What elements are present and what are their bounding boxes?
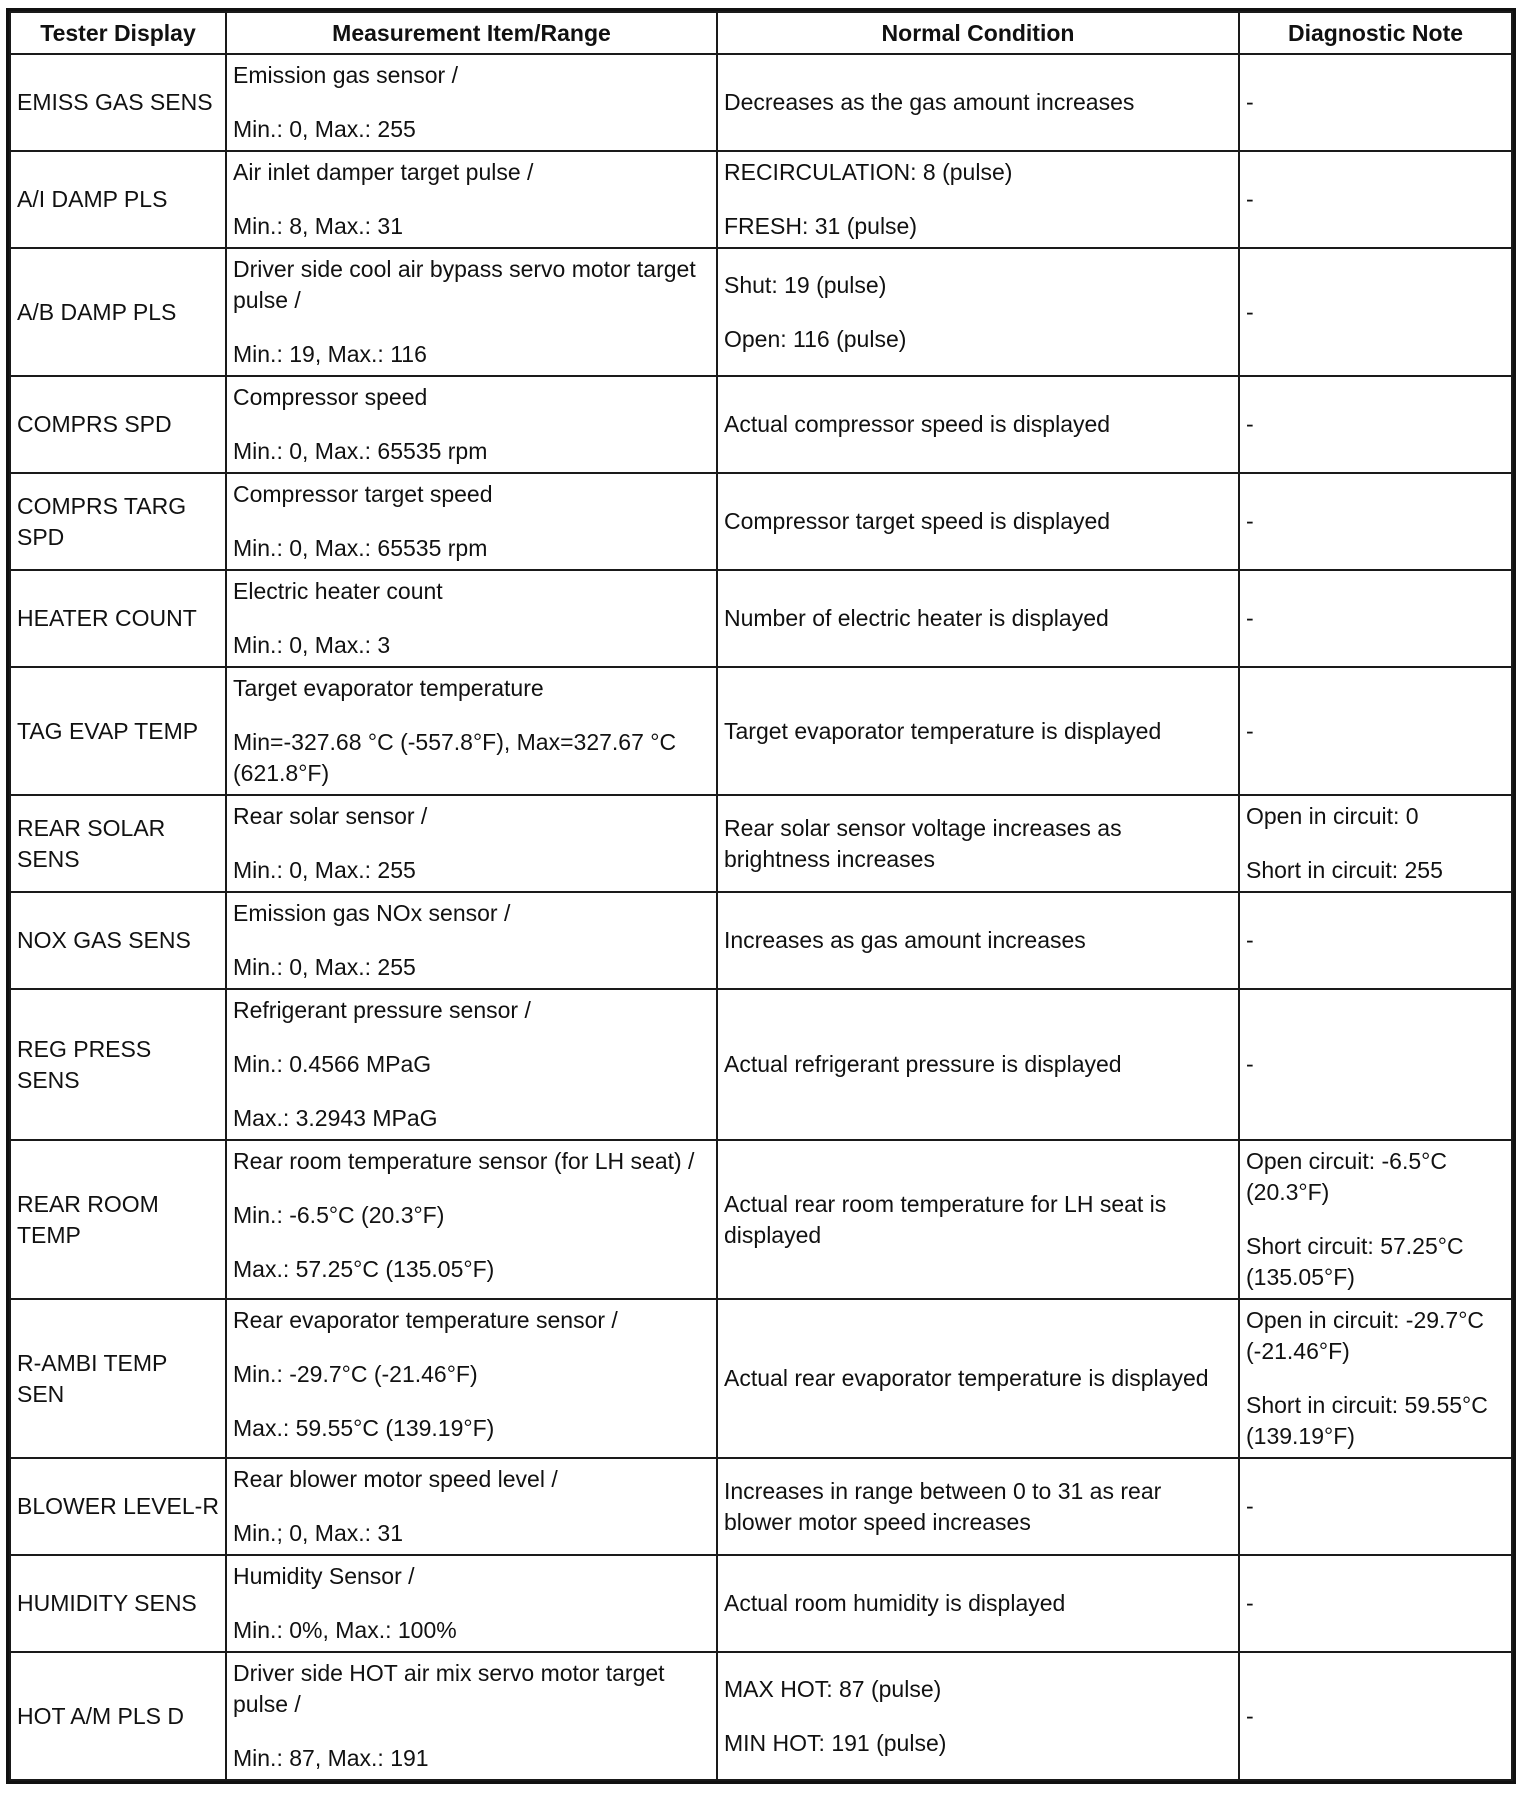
normal-condition-cell-line: Increases as gas amount increases — [724, 927, 1086, 953]
table-row — [10, 248, 1512, 376]
normal-condition-cell-line: Actual rear evaporator temperature is displayed — [724, 1365, 1209, 1391]
diagnostic-note-cell-line: - — [1246, 1702, 1254, 1729]
normal-condition-cell — [717, 989, 1239, 1140]
table-row — [10, 1299, 1512, 1458]
measurement-item-cell-line: Max.: 57.25°C (135.05°F) — [233, 1256, 495, 1282]
measurement-item-cell-line: Compressor speed — [233, 384, 428, 410]
table-row — [10, 570, 1512, 667]
normal-condition-cell-line: Actual rear room temperature for LH seat is displayed — [724, 1190, 1167, 1248]
measurement-item-cell-line: Min.: 0, Max.: 255 — [233, 954, 416, 980]
tester-display-cell: REG PRESS SENS — [10, 989, 226, 1140]
diagnostic-note-cell-line: Open in circuit: 0 — [1246, 803, 1419, 829]
header-row — [10, 12, 1512, 54]
measurement-item-cell-line: Rear room temperature sensor (for LH seat) / — [233, 1148, 695, 1174]
measurement-item-cell-line: Electric heater count — [233, 578, 443, 604]
table-row — [10, 473, 1512, 570]
tester-display-cell: COMPRS SPD — [10, 376, 226, 473]
header-diagnostic-note: Diagnostic Note — [1239, 12, 1512, 54]
measurement-item-cell-line: Air inlet damper target pulse / — [233, 159, 534, 185]
measurement-item-cell — [226, 1299, 717, 1458]
diagnostic-note-cell-line: - — [1246, 927, 1254, 953]
normal-condition-cell — [717, 151, 1239, 248]
measurement-item-cell-line: Min.: 87, Max.: 191 — [233, 1745, 429, 1771]
normal-condition-cell-line: Decreases as the gas amount increases — [724, 89, 1135, 115]
tester-display-cell: TAG EVAP TEMP — [10, 667, 226, 795]
diagnostic-note-cell-line: Short in circuit: 59.55°C (139.19°F) — [1246, 1392, 1488, 1449]
normal-condition-cell — [717, 54, 1239, 151]
table-row — [10, 54, 1512, 151]
diagnostic-note-cell — [1239, 1458, 1512, 1555]
diagnostic-note-cell — [1239, 473, 1512, 570]
header-measurement-item: Measurement Item/Range — [226, 12, 717, 54]
diagnostic-note-cell-line: - — [1246, 298, 1254, 325]
tester-display-cell: BLOWER LEVEL-R — [10, 1458, 226, 1555]
tester-display-cell: REAR ROOM TEMP — [10, 1140, 226, 1299]
normal-condition-cell-line: Compressor target speed is displayed — [724, 508, 1111, 534]
measurement-item-cell — [226, 989, 717, 1140]
header-tester-display: Tester Display — [10, 12, 226, 54]
measurement-item-cell-line: Rear evaporator temperature sensor / — [233, 1307, 618, 1333]
diagnostic-note-cell — [1239, 248, 1512, 376]
normal-condition-cell — [717, 795, 1239, 892]
table-row — [10, 1555, 1512, 1652]
diagnostic-note-cell-line: Short circuit: 57.25°C (135.05°F) — [1246, 1233, 1464, 1290]
measurement-item-cell-line: Emission gas NOx sensor / — [233, 900, 511, 926]
normal-condition-cell-line: Shut: 19 (pulse) — [724, 271, 887, 298]
measurement-item-cell — [226, 795, 717, 892]
measurement-item-cell — [226, 667, 717, 795]
diagnostic-note-cell-line: - — [1246, 89, 1254, 115]
normal-condition-cell — [717, 248, 1239, 376]
normal-condition-cell — [717, 1555, 1239, 1652]
diagnostic-note-cell — [1239, 151, 1512, 248]
tester-display-cell: REAR SOLAR SENS — [10, 795, 226, 892]
measurement-item-cell — [226, 892, 717, 989]
diagnostic-table-frame — [6, 8, 1516, 1784]
tester-display-cell: HUMIDITY SENS — [10, 1555, 226, 1652]
measurement-item-cell — [226, 473, 717, 570]
tester-display-cell: HEATER COUNT — [10, 570, 226, 667]
measurement-item-cell-line: Min.: -6.5°C (20.3°F) — [233, 1202, 445, 1228]
measurement-item-cell — [226, 376, 717, 473]
normal-condition-cell-line: MIN HOT: 191 (pulse) — [724, 1729, 947, 1756]
measurement-item-cell-line: Min=-327.68 °C (-557.8°F), Max=327.67 °C (621.8°F) — [233, 729, 677, 786]
measurement-item-cell — [226, 1458, 717, 1555]
diagnostic-note-cell — [1239, 1555, 1512, 1652]
measurement-item-cell-line: Driver side cool air bypass servo motor target pulse / — [233, 256, 696, 313]
normal-condition-cell-line: Open: 116 (pulse) — [724, 325, 907, 352]
diagnostic-note-cell-line: Short in circuit: 255 — [1246, 857, 1443, 883]
measurement-item-cell-line: Min.: 0.4566 MPaG — [233, 1051, 432, 1077]
table-row — [10, 989, 1512, 1140]
diagnostic-note-cell-line: Open in circuit: -29.7°C (-21.46°F) — [1246, 1307, 1485, 1364]
normal-condition-cell — [717, 570, 1239, 667]
tester-display-cell: A/I DAMP PLS — [10, 151, 226, 248]
diagnostic-note-cell-line: - — [1246, 508, 1254, 534]
diagnostic-note-cell — [1239, 795, 1512, 892]
diagnostic-note-cell — [1239, 54, 1512, 151]
measurement-item-cell-line: Min.: 0%, Max.: 100% — [233, 1617, 457, 1643]
measurement-item-cell — [226, 1652, 717, 1780]
measurement-item-cell-line: Max.: 59.55°C (139.19°F) — [233, 1415, 495, 1441]
normal-condition-cell-line: Actual refrigerant pressure is displayed — [724, 1051, 1122, 1077]
normal-condition-cell-line: Actual compressor speed is displayed — [724, 411, 1111, 437]
table-row — [10, 667, 1512, 795]
normal-condition-cell-line: Rear solar sensor voltage increases as brightness increases — [724, 814, 1122, 872]
normal-condition-cell-line: Actual room humidity is displayed — [724, 1590, 1066, 1616]
measurement-item-cell-line: Max.: 3.2943 MPaG — [233, 1105, 438, 1131]
measurement-item-cell-line: Refrigerant pressure sensor / — [233, 997, 531, 1023]
measurement-item-cell-line: Min.: 19, Max.: 116 — [233, 341, 427, 367]
diagnostic-note-cell-line: Open circuit: -6.5°C (20.3°F) — [1246, 1148, 1447, 1205]
diagnostic-note-cell — [1239, 892, 1512, 989]
diagnostic-note-cell-line: - — [1246, 1493, 1254, 1519]
measurement-item-cell — [226, 248, 717, 376]
tester-display-cell: EMISS GAS SENS — [10, 54, 226, 151]
diagnostic-note-cell-line: - — [1246, 605, 1254, 631]
measurement-item-cell-line: Target evaporator temperature — [233, 675, 544, 701]
diagnostic-note-cell-line: - — [1246, 717, 1254, 744]
measurement-item-cell-line: Min.: 0, Max.: 65535 rpm — [233, 535, 488, 561]
normal-condition-cell-line: Number of electric heater is displayed — [724, 605, 1109, 631]
diagnostic-note-cell — [1239, 989, 1512, 1140]
normal-condition-cell — [717, 1652, 1239, 1780]
measurement-item-cell-line: Min.: 0, Max.: 255 — [233, 116, 416, 142]
normal-condition-cell — [717, 1299, 1239, 1458]
normal-condition-cell — [717, 376, 1239, 473]
diagnostic-table — [9, 11, 1513, 1781]
measurement-item-cell-line: Min.: 0, Max.: 3 — [233, 632, 391, 658]
measurement-item-cell — [226, 570, 717, 667]
measurement-item-cell — [226, 54, 717, 151]
measurement-item-cell-line: Min.: 8, Max.: 31 — [233, 213, 404, 239]
normal-condition-cell-line: RECIRCULATION: 8 (pulse) — [724, 159, 1013, 185]
normal-condition-cell — [717, 1458, 1239, 1555]
diagnostic-note-cell-line: - — [1246, 1590, 1254, 1616]
measurement-item-cell-line: Emission gas sensor / — [233, 62, 458, 88]
measurement-item-cell — [226, 1140, 717, 1299]
table-row — [10, 1458, 1512, 1555]
tester-display-cell: A/B DAMP PLS — [10, 248, 226, 376]
tester-display-cell: NOX GAS SENS — [10, 892, 226, 989]
diagnostic-note-cell — [1239, 667, 1512, 795]
measurement-item-cell — [226, 1555, 717, 1652]
measurement-item-cell-line: Min.; 0, Max.: 31 — [233, 1520, 404, 1546]
diagnostic-note-cell — [1239, 1299, 1512, 1458]
diagnostic-note-cell — [1239, 376, 1512, 473]
normal-condition-cell — [717, 473, 1239, 570]
normal-condition-cell — [717, 1140, 1239, 1299]
measurement-item-cell-line: Rear blower motor speed level / — [233, 1466, 558, 1492]
normal-condition-cell-line: FRESH: 31 (pulse) — [724, 213, 918, 239]
measurement-item-cell-line: Rear solar sensor / — [233, 803, 428, 829]
measurement-item-cell-line: Compressor target speed — [233, 481, 493, 507]
table-row — [10, 1140, 1512, 1299]
measurement-item-cell-line: Min.: -29.7°C (-21.46°F) — [233, 1361, 478, 1387]
table-row — [10, 151, 1512, 248]
table-row — [10, 376, 1512, 473]
normal-condition-cell-line: Target evaporator temperature is displayed — [724, 717, 1162, 744]
normal-condition-cell-line: MAX HOT: 87 (pulse) — [724, 1675, 942, 1702]
normal-condition-cell — [717, 667, 1239, 795]
normal-condition-cell — [717, 892, 1239, 989]
diagnostic-note-cell-line: - — [1246, 186, 1254, 212]
diagnostic-note-cell-line: - — [1246, 1051, 1254, 1077]
header-normal-condition: Normal Condition — [717, 12, 1239, 54]
tester-display-cell: R-AMBI TEMP SEN — [10, 1299, 226, 1458]
diagnostic-note-cell — [1239, 1140, 1512, 1299]
table-row — [10, 1652, 1512, 1780]
measurement-item-cell-line: Min.: 0, Max.: 255 — [233, 857, 416, 883]
measurement-item-cell — [226, 151, 717, 248]
tester-display-cell: COMPRS TARG SPD — [10, 473, 226, 570]
diagnostic-note-cell — [1239, 1652, 1512, 1780]
diagnostic-note-cell — [1239, 570, 1512, 667]
measurement-item-cell-line: Driver side HOT air mix servo motor target pulse / — [233, 1660, 665, 1717]
measurement-item-cell-line: Humidity Sensor / — [233, 1563, 415, 1589]
normal-condition-cell-line: Increases in range between 0 to 31 as rear blower motor speed increases — [724, 1477, 1162, 1535]
measurement-item-cell-line: Min.: 0, Max.: 65535 rpm — [233, 438, 488, 464]
table-row — [10, 795, 1512, 892]
table-row — [10, 892, 1512, 989]
tester-display-cell: HOT A/M PLS D — [10, 1652, 226, 1780]
diagnostic-note-cell-line: - — [1246, 411, 1254, 437]
